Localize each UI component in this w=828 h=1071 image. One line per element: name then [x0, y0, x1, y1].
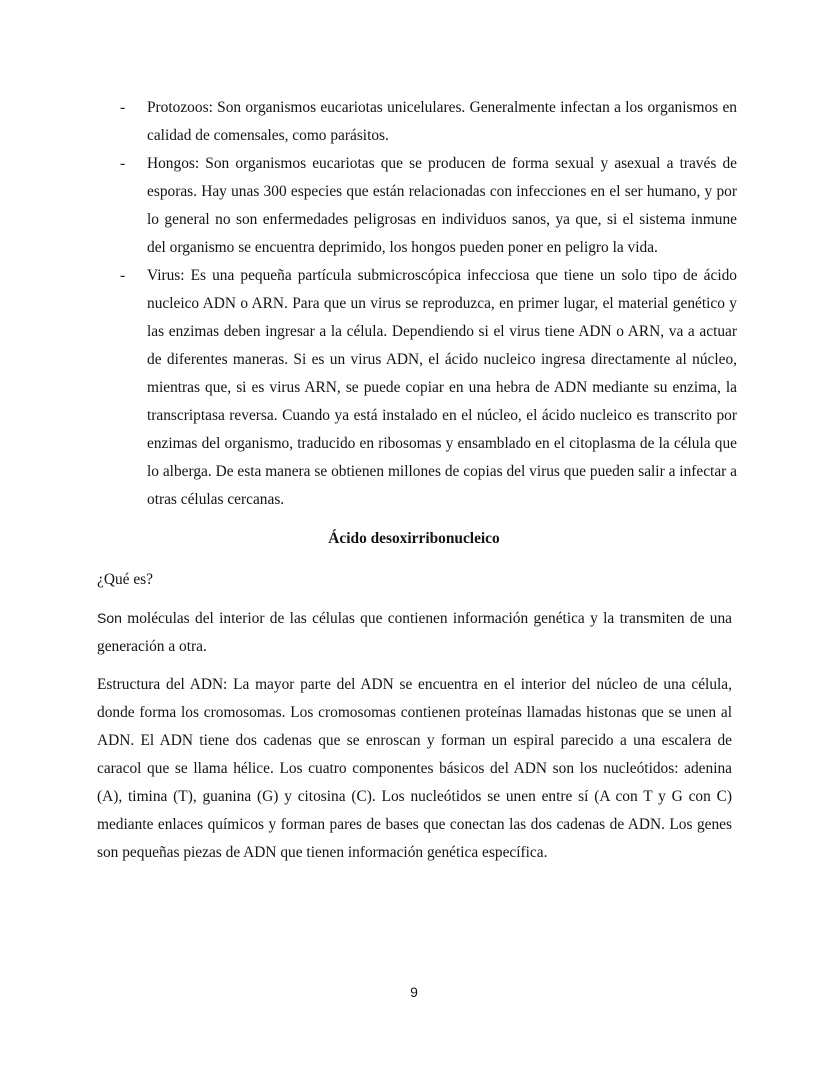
bullet-marker: - [120, 99, 126, 116]
list-item-hongos [97, 150, 737, 262]
bullet-list [97, 94, 737, 514]
bullet-marker: - [120, 267, 126, 284]
list-item-virus [97, 262, 737, 514]
structure-paragraph: Estructura del ADN: La mayor parte del ADN se encuentra en el interior del núcleo de una célula, donde forma los cromosomas. Los cromosomas contienen proteínas llamadas histonas que se unen al ADN. El ADN tiene dos cadenas que se enroscan y forman un espiral parecido a una escalera de caracol que se llama hélice. Los cuatro componentes básicos del ADN son los nucleótidos: adenina (A), timina (T), guanina (G) y citosina (C). Los nucleótidos se unen entre sí (A con T y G con C) mediante enlaces químicos y forman pares de bases que conectan las dos cadenas de ADN. Los genes son pequeñas piezas de ADN que tienen información genética específica. [97, 676, 732, 861]
definition-paragraph [97, 604, 732, 661]
page-number: 9 [410, 984, 418, 1000]
definition-text: moléculas del interior de las células que contienen información genética y la transmiten de una generación a otra. [97, 610, 732, 655]
list-item-text: Hongos: Son organismos eucariotas que se producen de forma sexual y asexual a través de esporas. Hay unas 300 especies que están relacionadas con infecciones en el ser humano, y por lo general no son enfermedades peligrosas en individuos sanos, ya que, si el sistema inmune del organismo se encuentra deprimido, los hongos pueden poner en peligro la vida. [147, 155, 737, 256]
definition-lead-word: Son [97, 610, 122, 626]
question-text: ¿Qué es? [97, 571, 153, 588]
section-heading: Ácido desoxirribonucleico [328, 530, 500, 547]
bullet-marker: - [120, 155, 126, 172]
list-item-protozoos [97, 94, 737, 150]
list-item-text: Protozoos: Son organismos eucariotas unicelulares. Generalmente infectan a los organismos en calidad de comensales, como parásitos. [147, 99, 737, 144]
list-item-text: Virus: Es una pequeña partícula submicroscópica infecciosa que tiene un solo tipo de ácido nucleico ADN o ARN. Para que un virus se reproduzca, en primer lugar, el material genético y las enzimas deben ingresar a la célula. Dependiendo si el virus tiene ADN o ARN, va a actuar de diferentes maneras. Si es un virus ADN, el ácido nucleico ingresa directamente al núcleo, mientras que, si es virus ARN, se puede copiar en una hebra de ADN mediante su enzima, la transcriptasa reversa. Cuando ya está instalado en el núcleo, el ácido nucleico es transcrito por enzimas del organismo, traducido en ribosomas y ensamblado en el citoplasma de la célula que lo alberga. De esta manera se obtienen millones de copias del virus que pueden salir a infectar a otras células cercanas. [147, 267, 737, 508]
